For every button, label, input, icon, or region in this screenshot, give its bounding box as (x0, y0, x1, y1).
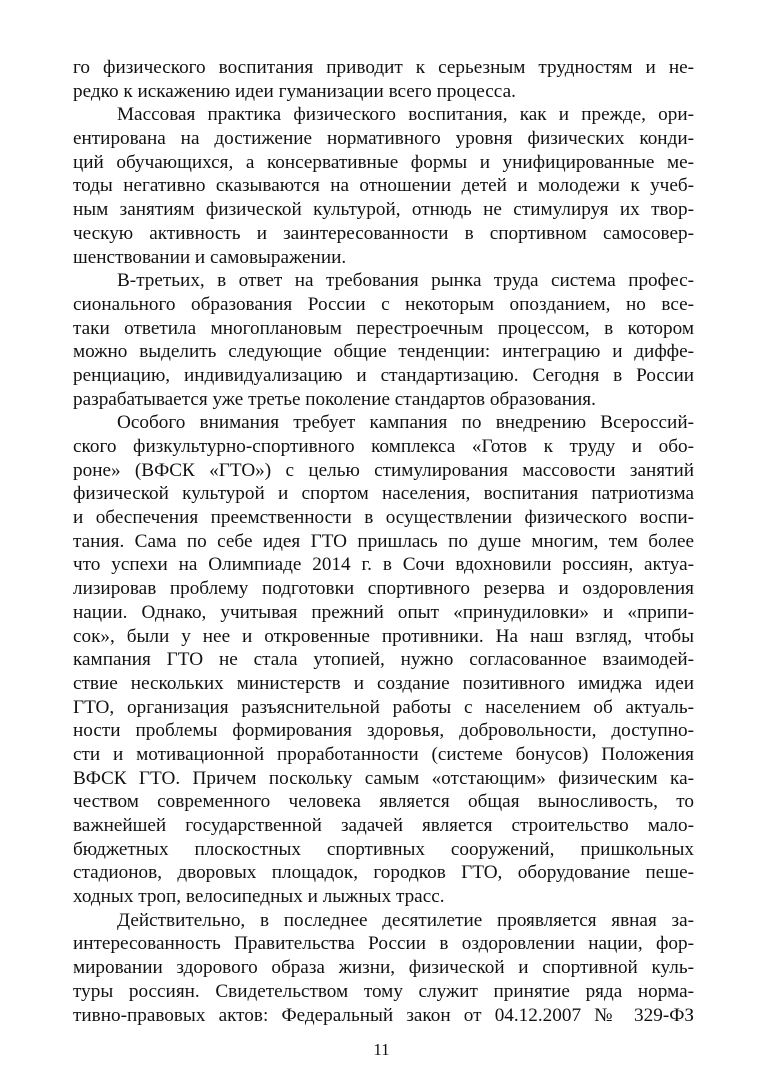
text-line: лизировав проблему подготовки спортивного резерва и оздоровления (73, 578, 694, 600)
text-line: В-третьих, в ответ на требования рынка труда система профес- (117, 270, 694, 292)
text-line: ходных троп, велосипедных и лыжных трасс. (73, 886, 445, 908)
text-line: что успехи на Олимпиаде 2014 г. в Сочи вдохновили россиян, актуа- (73, 554, 694, 576)
text-line: сионального образования России с некоторым опозданием, но все- (73, 293, 694, 315)
text-line: редко к искажению идеи гуманизации всего процесса. (73, 80, 516, 102)
text-line: тоды негативно сказываются на отношении детей и молодежи к учеб- (73, 175, 694, 197)
text-line: чеством современного человека является общая выносливость, то (73, 791, 694, 813)
page-number: 11 (373, 1040, 390, 1059)
text-line: ВФСК ГТО. Причем поскольку самым «отстающим» физическим ка- (73, 767, 694, 789)
text-line: можно выделить следующие общие тенденции: интеграцию и диффе- (73, 341, 694, 363)
text-line: разрабатывается уже третье поколение стандартов образования. (73, 388, 596, 410)
text-line: тивно-правовых актов: Федеральный закон от 04.12.2007 № 329-ФЗ (73, 1004, 694, 1026)
body-text (73, 56, 694, 1027)
text-line: таки ответила многоплановым перестроечным процессом, в котором (73, 317, 694, 339)
text-line: тания. Сама по себе идея ГТО пришлась по душе многим, тем более (73, 530, 694, 552)
text-line: ентирована на достижение нормативного уровня физических конди- (73, 128, 694, 150)
text-line: го физического воспитания приводит к серьезным трудностям и не- (73, 57, 694, 78)
text-line: Особого внимания требует кампания по внедрению Всероссий- (117, 412, 694, 434)
text-line: физической культурой и спортом населения, воспитания патриотизма (73, 483, 694, 505)
text-line: ческую активность и заинтересованности в спортивном самосовер- (73, 222, 694, 244)
text-line: роне» (ВФСК «ГТО») с целью стимулирования массовости занятий (73, 459, 694, 481)
text-line: ций обучающихся, а консервативные формы и унифицированные ме- (73, 151, 694, 173)
text-line: нации. Однако, учитывая прежний опыт «принудиловки» и «припи- (73, 601, 694, 623)
text-line: шенствовании и самовыражении. (73, 246, 347, 268)
text-line: интересованность Правительства России в оздоровлении нации, фор- (73, 933, 694, 955)
text-line: Массовая практика физического воспитания, как и прежде, ори- (117, 104, 694, 126)
text-line: кампания ГТО не стала утопией, нужно согласованное взаимодей- (73, 649, 694, 671)
text-line: ным занятиям физической культурой, отнюдь не стимулируя их твор- (73, 199, 694, 221)
text-line: важнейшей государственной задачей является строительство мало- (73, 815, 694, 836)
text-line: сти и мотивационной проработанности (системе бонусов) Положения (73, 743, 694, 765)
text-line: ности проблемы формирования здоровья, добровольности, доступно- (73, 720, 694, 742)
text-line: бюджетных плоскостных спортивных сооружений, пришкольных (73, 838, 694, 860)
text-line: туры россиян. Свидетельством тому служит принятие ряда норма- (73, 980, 694, 1002)
text-line: ренциацию, индивидуализацию и стандартизацию. Сегодня в России (73, 364, 694, 386)
text-line: стадионов, дворовых площадок, городков ГТО, оборудование пеше- (73, 862, 694, 884)
text-line: сок», были у нее и откровенные противники. На наш взгляд, чтобы (73, 625, 694, 647)
text-line: и обеспечения преемственности в осуществлении физического воспи- (73, 507, 694, 529)
text-line: мировании здорового образа жизни, физической и спортивной куль- (73, 957, 694, 979)
text-line: ГТО, организация разъяснительной работы с населением об актуаль- (73, 696, 694, 718)
text-line: ствие нескольких министерств и создание позитивного имиджа идеи (73, 672, 694, 694)
text-line: ского физкультурно-спортивного комплекса «Готов к труду и обо- (73, 436, 694, 457)
text-line: Действительно, в последнее десятилетие проявляется явная за- (117, 909, 694, 931)
